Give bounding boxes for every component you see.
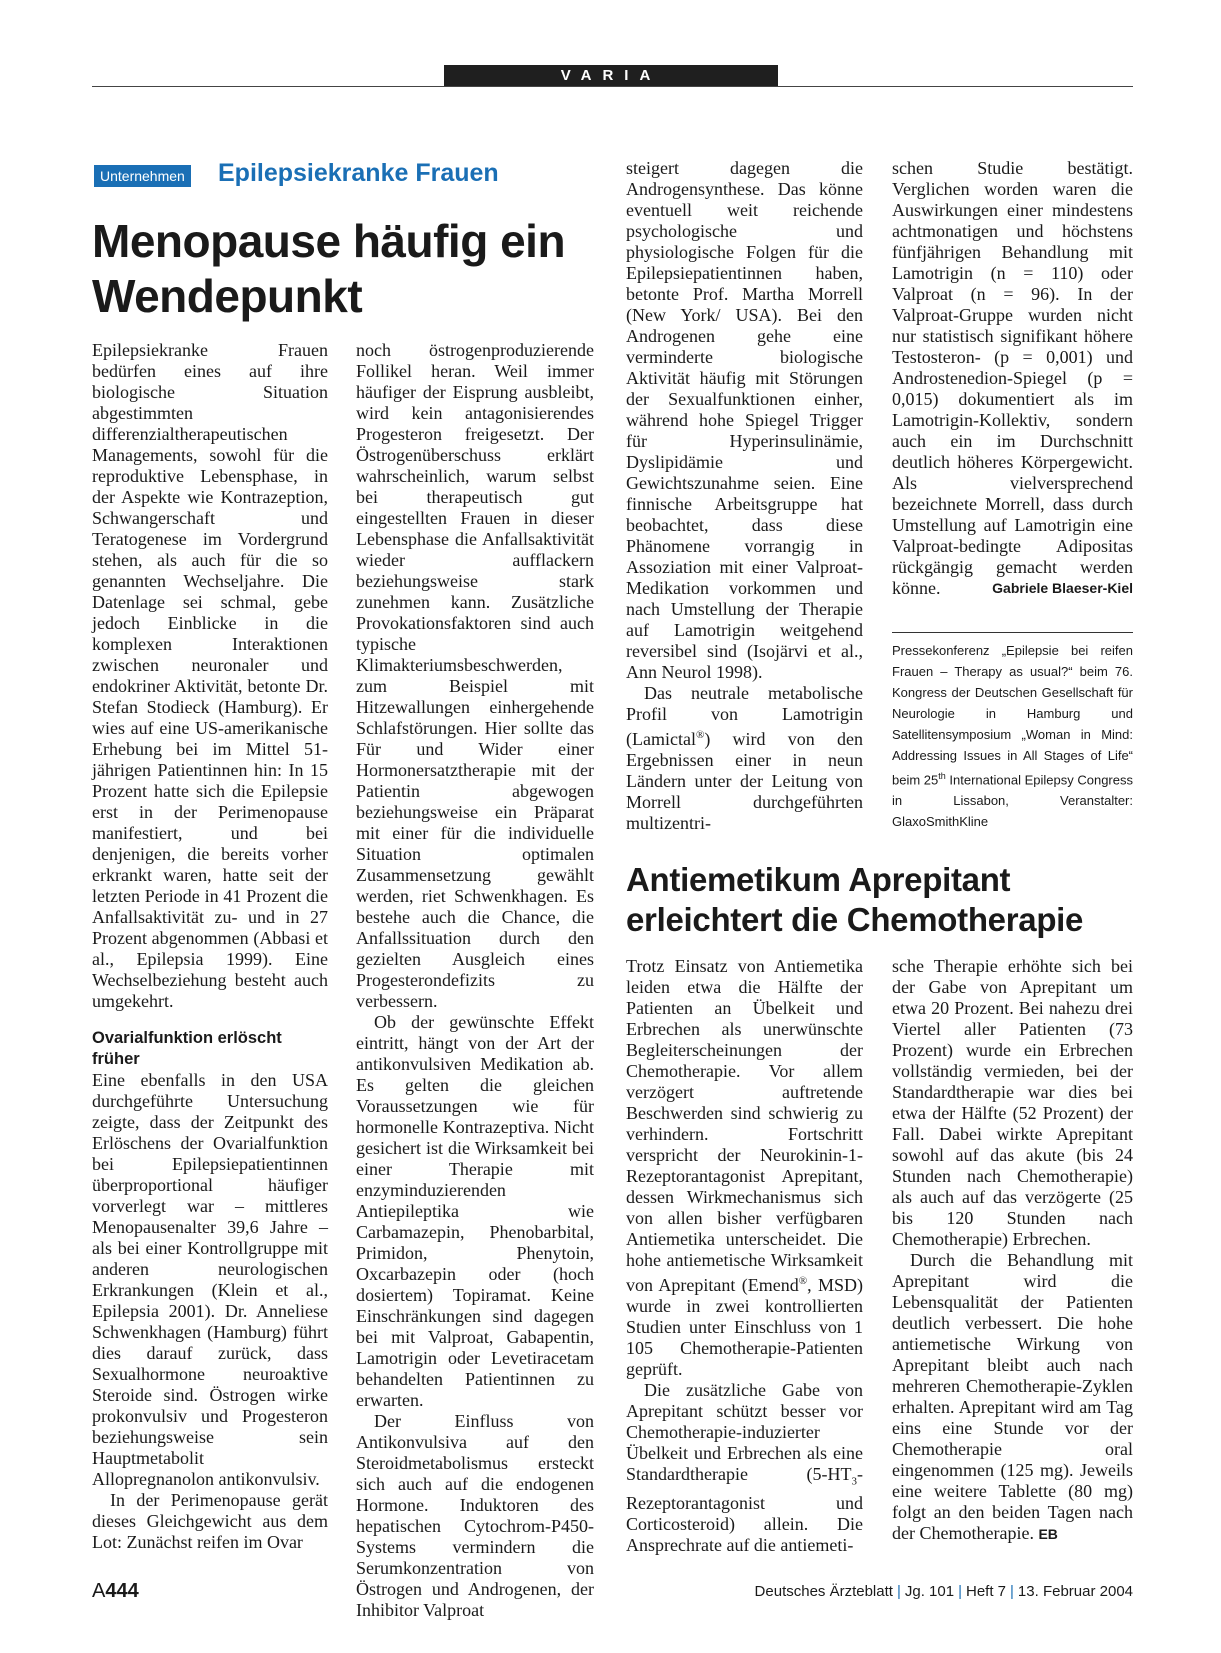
- paragraph: Der Einfluss von Antikonvulsiva auf den Steroidmetabolismus ersteckt sich auch auf die endogenen Hormone. Induktoren des hepatischen Cytochrom-P450-Systems vermindern die Serumkonzentration von Östrogen und Androgenen, der Inhibitor Valproat: [356, 1411, 594, 1620]
- text-run: International Epilepsy Congress in Lissabon, Veranstalter: GlaxoSmithKline: [892, 772, 1133, 830]
- article2-column-2: [892, 956, 1133, 1545]
- paragraph: noch östrogenproduzierende Follikel heran. Weil immer häufiger der Eisprung ausbleibt, wird kein antagonisierendes Progesteron freigesetzt. Der Östrogenüberschuss erklärt wahrscheinlich, warum selbst bei therapeutisch gut eingestellten Frauen in dieser Lebensphase die Anfallsaktivität wieder aufflackern beziehungsweise stark zunehmen kann. Zusätzliche Provokationsfaktoren sind auch typische Klimakteriumsbeschwerden, zum Beispiel mit Hitzewallungen einhergehende Schlafstörungen. Hier sollte das Für und Wider einer Hormonersatztherapie mit der Patientin abgewogen beziehungsweise ein Präparat mit einer für die individuelle Situation optimalen Zusammensetzung gewählt werden, riet Schwenkhagen. Es bestehe auch die Chance, die Anfallssituation durch den gezielten Ausgleich eines Progesterondefizits zu verbessern.: [356, 340, 594, 1011]
- ordinal-suffix: th: [938, 771, 946, 781]
- volume: Jg. 101: [904, 1583, 955, 1600]
- page-number: [92, 1580, 139, 1603]
- separator: |: [896, 1583, 901, 1600]
- paragraph: [892, 158, 1133, 599]
- text-run: Das neutrale metabolische Profil von Lamotrigin (Lamictal: [626, 683, 863, 749]
- paragraph: [626, 1380, 863, 1556]
- text-run: Trotz Einsatz von Antiemetika leiden etwa die Hälfte der Patienten an Übelkeit und Erbrechen als unerwünschte Begleiterscheinungen der Chemotherapie. Vor allem verzögert auftretende Beschwerden sind schwierig zu verhindern. Fortschritt verspricht der Neurokinin-1-Rezeptorantagonist Aprepitant, dessen Wirkmechanismus sich von allen bisher verfügbaren Antiemetika unterscheidet. Die hohe antiemetische Wirksamkeit von Aprepitant (Emend: [626, 956, 863, 1295]
- article1-column-4: [892, 158, 1133, 599]
- paragraph: Epilepsiekranke Frauen bedürfen eines auf ihre biologische Situation abgestimmten differenzialtherapeutischen Managements, sowohl für die reproduktive Lebensphase, in der Aspekte wie Kontrazeption, Schwangerschaft und Teratogenese im Vordergrund stehen, als auch für die so genannten Wechseljahre. Die Datenlage sei schmal, gebe jedoch Einblicke in die komplexen Interaktionen zwischen neuronaler und endokriner Aktivität, betonte Dr. Stefan Stodieck (Hamburg). Er wies auf eine US-amerikanische Erhebung bei im Mittel 51-jährigen Patientinnen hin: In 15 Prozent hatte sich die Epilepsie erst in der Perimenopause manifestiert, und bei denjenigen, die bereits vorher erkrankt waren, hatte seit der letzten Periode in 41 Prozent die Anfallsaktivität zu- und in 27 Prozent abgenommen (Abbasi et al., Epilepsia 1999). Eine Wechselbeziehung besteht auch umgekehrt.: [92, 340, 328, 1011]
- headline-line-1: Antiemetikum Aprepitant: [626, 861, 1011, 898]
- author-initials: EB: [1038, 1526, 1058, 1542]
- author-byline: Gabriele Blaeser-Kiel: [992, 580, 1133, 596]
- paragraph: [626, 683, 863, 834]
- paragraph: In der Perimenopause gerät dieses Gleichgewicht aus dem Lot: Zunächst reifen im Ovar: [92, 1490, 328, 1552]
- text-run: , MSD) wurde in zwei kontrollierten Studien unter Einschluss von 1 105 Chemotherapie-Patienten geprüft.: [626, 1275, 863, 1379]
- headline-line-2: Wendepunkt: [92, 270, 363, 322]
- paragraph: [626, 956, 863, 1380]
- text-run: Pressekonferenz „Epilepsie bei reifen Frauen – Therapy as usual?“ beim 76. Kongress der Deutschen Gesellschaft für Neurologie in Hamburg und Satellitensymposium „Woman in Mind: Addressing Issues in All Stages of Life“ beim 25: [892, 643, 1133, 788]
- text-run: -Rezeptorantagonist und Corticosteroid) allein. Die Ansprechrate auf die antiemeti-: [626, 1464, 863, 1555]
- top-rule: [92, 86, 1133, 87]
- paragraph: Eine ebenfalls in den USA durchgeführte Untersuchung zeigte, dass der Zeitpunkt des Erlöschens der Ovarialfunktion bei Epilepsiepatientinnen überproportional häufiger vorverlegt war – mittleres Menopausenalter 39,6 Jahre – als bei einer Kontrollgruppe mit anderen neurologischen Erkrankungen (Klein et al., Epilepsia 2001). Dr. Anneliese Schwenkhagen (Hamburg) führt dies darauf zurück, dass Sexualhormone neuroaktive Steroide sind. Östrogen wirke prokonvulsiv und Progesteron beziehungsweise sein Hauptmetabolit Allopregnanolon antikonvulsiv.: [92, 1070, 328, 1489]
- subscript: 3: [851, 1475, 857, 1488]
- page-prefix: A: [92, 1580, 106, 1602]
- press-note: [892, 640, 1133, 832]
- page-number-value: 444: [105, 1580, 139, 1602]
- article1-column-2: [356, 340, 594, 1621]
- text-run: Durch die Behandlung mit Aprepitant wird die Lebensqualität der Patienten deutlich verbessert. Die hohe antiemetische Wirkung von Aprepitant bleibt auch nach mehreren Chemotherapie-Zyklen erhalten. Aprepitant wird am Tag eins eine Stunde vor der Chemotherapie oral eingenommen (125 mg). Jeweils eine weitere Tablette (80 mg) folgt an den beiden Tagen nach der Chemotherapie.: [892, 1250, 1133, 1543]
- text-run: Die zusätzliche Gabe von Aprepitant schützt besser vor Chemotherapie-induzierter Übelkeit und Erbrechen als eine Standardtherapie (5-HT: [626, 1380, 863, 1484]
- article2-column-1: [626, 956, 863, 1556]
- journal-name: Deutsches Ärzteblatt: [754, 1583, 893, 1600]
- paragraph: sche Therapie erhöhte sich bei der Gabe von Aprepitant um etwa 20 Prozent. Bei nahezu drei Viertel aller Patienten (73 Prozent) wurde ein Erbrechen vollständig vermieden, bei der Standardtherapie war dies bei etwa der Hälfte (52 Prozent) der Fall. Dabei wirkte Aprepitant sowohl auf das akute (bis 24 Stunden nach Chemotherapie) als auch auf das verzögerte (25 bis 120 Stunden nach Chemotherapie) Erbrechen.: [892, 956, 1133, 1249]
- headline-line-2: erleichtert die Chemotherapie: [626, 901, 1084, 938]
- paragraph: [892, 1250, 1133, 1545]
- registered-mark: ®: [695, 729, 705, 741]
- issue: Heft 7: [965, 1583, 1007, 1600]
- section-label: VARIA: [444, 65, 778, 86]
- article2-headline: [626, 860, 1133, 940]
- note-rule: [892, 632, 1133, 633]
- journal-footer: [755, 1583, 1133, 1600]
- article-subhead: Ovarialfunktion erlöscht früher: [92, 1029, 282, 1068]
- text-run: ) wird von den Ergebnissen einer in neun Ländern unter der Leitung von Morrell durchgeführten multizentri-: [626, 729, 863, 833]
- paragraph: Ob der gewünschte Effekt eintritt, hängt von der Art der antikonvulsiven Medikation ab. Es gelten die gleichen Voraussetzungen wie für hormonelle Kontrazeptiva. Nicht gesichert ist die Wirksamkeit bei einer Therapie mit enzyminduzierenden Antiepileptika wie Carbamazepin, Phenobarbital, Primidon, Phenytoin, Oxcarbazepin oder (hoch dosiertem) Topiramat. Keine Einschränkungen sind dagegen bei mit Valproat, Gabapentin, Lamotrigin oder Levetiracetam behandelten Patientinnen zu erwarten.: [356, 1012, 594, 1410]
- article1-column-1: [92, 340, 328, 1553]
- separator: |: [958, 1583, 962, 1600]
- paragraph: steigert dagegen die Androgensynthese. Das könne eventuell weit reichende psychologische und physiologische Folgen für die Epilepsiepatientinnen haben, betonte Prof. Martha Morrell (New York/ USA). Bei den Androgenen gehe eine verminderte biologische Aktivität häufig mit Störungen der Sexualfunktionen einher, während hohe Spiegel Trigger für Hyperinsulinämie, Dyslipidämie und Gewichtszunahme seien. Eine finnische Arbeitsgruppe hat beobachtet, dass diese Phänomene vorrangig in Assoziation mit einer Valproat-Medikation vorkommen und nach Umstellung der Therapie auf Lamotrigin weitgehend reversibel sind (Isojärvi et al., Ann Neurol 1998).: [626, 158, 863, 682]
- issue-date: 13. Februar 2004: [1017, 1583, 1133, 1600]
- article-kicker: Epilepsiekranke Frauen: [218, 159, 499, 187]
- registered-mark: ®: [798, 1275, 808, 1287]
- article-headline: [92, 214, 592, 324]
- article1-column-3: [626, 158, 863, 834]
- text-run: schen Studie bestätigt. Verglichen worden waren die Auswirkungen einer mindestens achtmonatigen und höchstens fünfjährigen Behandlung mit Lamotrigin (n = 110) oder Valproat (n = 96). In der Valproat-Gruppe wurden nicht nur statistisch signifikant höhere Testosteron- (p = 0,001) und Androstenedion-Spiegel (p = 0,015) dokumentiert als im Lamotrigin-Kollektiv, sondern auch ein im Durchschnitt deutlich höheres Körpergewicht. Als vielversprechend bezeichnete Morrell, dass durch Umstellung auf Lamotrigin eine Valproat-bedingte Adipositas rückgängig gemacht werden könne.: [892, 158, 1133, 598]
- headline-line-1: Menopause häufig ein: [92, 215, 566, 267]
- category-tag: Unternehmen: [94, 165, 191, 187]
- separator: |: [1010, 1583, 1014, 1600]
